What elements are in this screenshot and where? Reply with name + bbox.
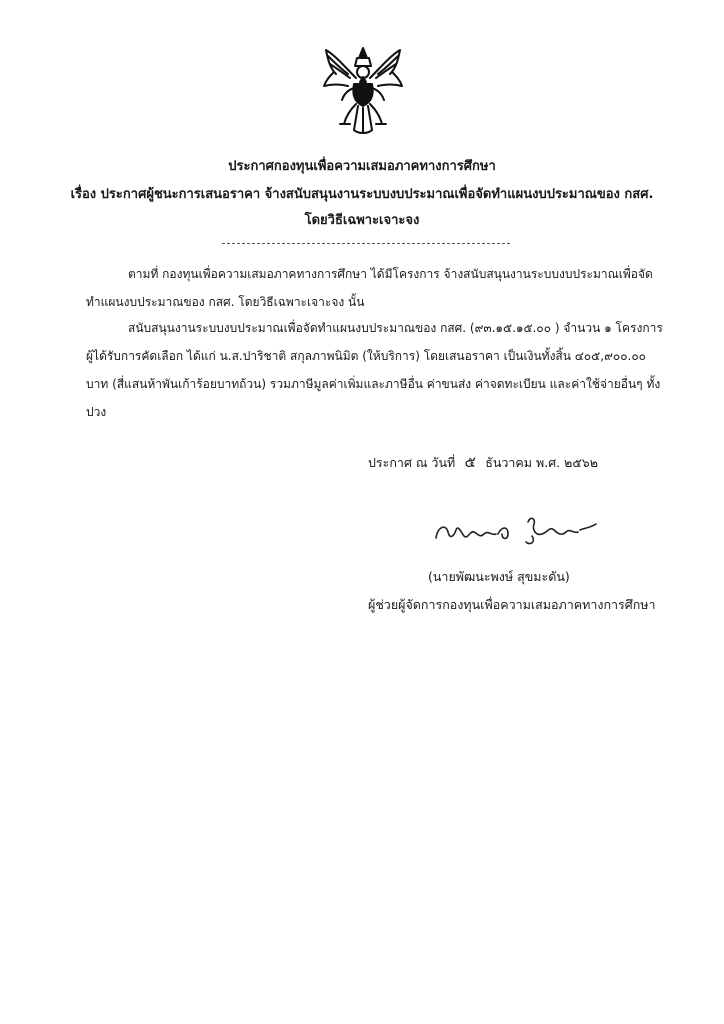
- separator-line: [222, 243, 510, 244]
- signer-name: (นายพัฒนะพงษ์ สุขมะดัน): [428, 569, 570, 584]
- signer-position: ผู้ช่วยผู้จัดการกองทุนเพื่อความเสมอภาคทางการศึกษา: [368, 597, 656, 612]
- garuda-emblem-icon: [318, 44, 408, 136]
- paragraph-award-details: สนับสนุนงานระบบงบประมาณเพื่อจัดทำแผนงบประมาณของ กสศ. (๙๓.๑๕.๑๕.๐๐ ) จำนวน ๑ โครงการ ผู้ได้รับการคัดเลือก ได้แก่ น.ส.ปาริชาติ สกุลภาพนิมิต (ให้บริการ) โดยเสนอราคา เป็นเงินทั้งสิ้น ๔๐๕,๙๐๐.๐๐ บาท (สี่แสนห้าพันเก้าร้อยบาทถ้วน) รวมภาษีมูลค่าเพิ่มและภาษีอื่น ค่าขนส่ง ค่าจดทะเบียน และค่าใช้จ่ายอื่นๆ ทั้งปวง: [86, 321, 663, 419]
- announce-day: ๕: [464, 453, 476, 471]
- handwritten-signature: [432, 512, 604, 548]
- announcement-date: [368, 450, 598, 474]
- announce-suffix: ธันวาคม พ.ศ. ๒๕๖๒: [485, 455, 598, 470]
- document-title: ประกาศกองทุนเพื่อความเสมอภาคทางการศึกษา: [228, 159, 496, 174]
- announce-prefix: ประกาศ ณ วันที่: [368, 455, 456, 470]
- paragraph-intro: ตามที่ กองทุนเพื่อความเสมอภาคทางการศึกษา ได้มีโครงการ จ้างสนับสนุนงานระบบงบประมาณเพื่อจัดทำแผนงบประมาณของ กสศ. โดยวิธีเฉพาะเจาะจง นั้น: [86, 267, 653, 309]
- document-subject: เรื่อง ประกาศผู้ชนะการเสนอราคา จ้างสนับสนุนงานระบบงบประมาณเพื่อจัดทำแผนงบประมาณของ กสศ. โดยวิธีเฉพาะเจาะจง: [70, 187, 654, 228]
